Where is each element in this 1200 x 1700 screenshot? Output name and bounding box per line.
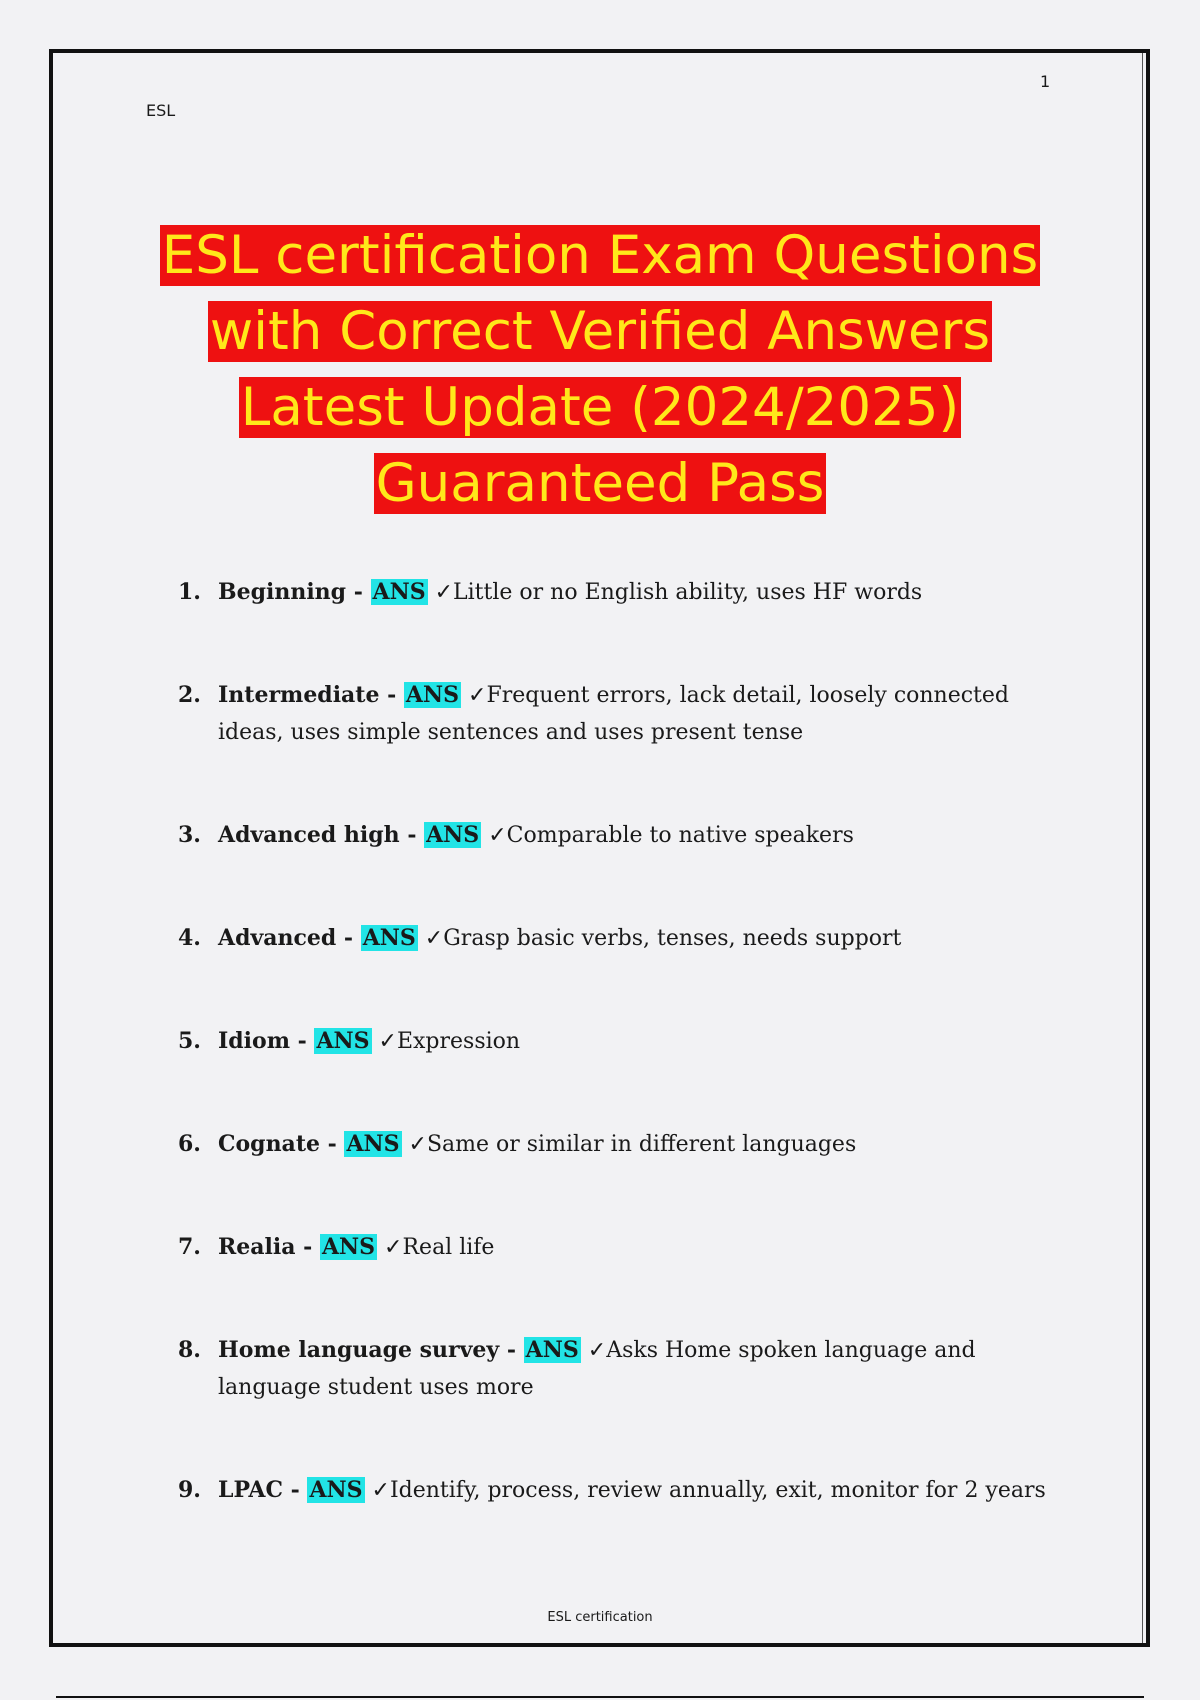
item-term: Idiom [218, 1028, 290, 1054]
check-mark-icon: ✓ [408, 1132, 427, 1157]
item-term: Cognate [218, 1131, 320, 1157]
item-number: 5. [178, 1028, 201, 1054]
check-mark-icon: ✓ [371, 1478, 390, 1503]
ans-label: ANS [405, 682, 459, 708]
header-label: ESL [146, 101, 176, 120]
ans-label: ANS [346, 1131, 400, 1157]
item-number: 3. [178, 822, 201, 848]
item-term: Home language survey [218, 1337, 500, 1363]
list-item: 8. Home language survey - ANS ✓Asks Home spoken language and language student uses more [178, 1332, 1078, 1406]
bottom-rule [56, 1696, 1144, 1698]
list-item: 1. Beginning - ANS ✓Little or no English ability, uses HF words [178, 574, 1078, 611]
item-answer: Real life [402, 1235, 495, 1260]
item-number: 4. [178, 925, 201, 951]
item-answer: Little or no English ability, uses HF words [453, 580, 923, 605]
question-list [178, 574, 1078, 1575]
check-mark-icon: ✓ [488, 823, 507, 848]
list-item: 3. Advanced high - ANS ✓Comparable to native speakers [178, 817, 1078, 854]
ans-label: ANS [525, 1337, 579, 1363]
item-number: 6. [178, 1131, 201, 1157]
title-line: Guaranteed Pass [375, 453, 825, 514]
item-number: 8. [178, 1337, 201, 1363]
check-mark-icon: ✓ [424, 926, 444, 951]
check-mark-icon: ✓ [468, 683, 487, 708]
item-term: Beginning [218, 579, 347, 605]
check-mark-icon: ✓ [587, 1338, 607, 1363]
item-term: Intermediate [218, 682, 380, 708]
item-term: LPAC [218, 1477, 283, 1503]
item-answer: Same or similar in different languages [426, 1132, 857, 1157]
footer-label: ESL certification [547, 1610, 653, 1625]
ans-label: ANS [316, 1028, 370, 1054]
document-title [100, 218, 1100, 522]
list-item: 2. Intermediate - ANS ✓Frequent errors, lack detail, loosely connected ideas, uses simple sentences and uses present tense [178, 677, 1078, 751]
item-answer: Identify, process, review annually, exit, monitor for 2 years [389, 1478, 1046, 1503]
list-item: 4. Advanced - ANS ✓Grasp basic verbs, tenses, needs support [178, 920, 1078, 957]
item-term: Realia [218, 1234, 296, 1260]
list-item: 5. Idiom - ANS ✓Expression [178, 1023, 1078, 1060]
item-term: Advanced high [218, 822, 400, 848]
title-line: with Correct Verified Answers [209, 301, 991, 362]
list-item: 9. LPAC - ANS ✓Identify, process, review annually, exit, monitor for 2 years [178, 1472, 1078, 1509]
ans-label: ANS [372, 579, 426, 605]
title-line: ESL certification Exam Questions [161, 225, 1039, 286]
item-answer: Grasp basic verbs, tenses, needs support [443, 926, 902, 951]
ans-label: ANS [309, 1477, 363, 1503]
list-item: 7. Realia - ANS ✓Real life [178, 1229, 1078, 1266]
ans-label: ANS [426, 822, 480, 848]
ans-label: ANS [362, 925, 416, 951]
title-line: Latest Update (2024/2025) [240, 377, 960, 438]
item-term: Advanced [218, 925, 337, 951]
list-item: 6. Cognate - ANS ✓Same or similar in different languages [178, 1126, 1078, 1163]
item-answer: Asks Home spoken language and language student uses more [218, 1338, 976, 1400]
item-number: 9. [178, 1477, 201, 1503]
item-answer: Frequent errors, lack detail, loosely connected ideas, uses simple sentences and uses present tense [218, 683, 1010, 745]
check-mark-icon: ✓ [384, 1235, 403, 1260]
item-answer: Comparable to native speakers [506, 823, 854, 848]
item-number: 1. [178, 579, 201, 605]
ans-label: ANS [321, 1234, 376, 1260]
page-number: 1 [1040, 72, 1051, 91]
item-number: 2. [178, 682, 201, 708]
item-number: 7. [178, 1234, 201, 1260]
item-answer: Expression [396, 1029, 521, 1054]
check-mark-icon: ✓ [378, 1029, 397, 1054]
check-mark-icon: ✓ [434, 580, 454, 605]
